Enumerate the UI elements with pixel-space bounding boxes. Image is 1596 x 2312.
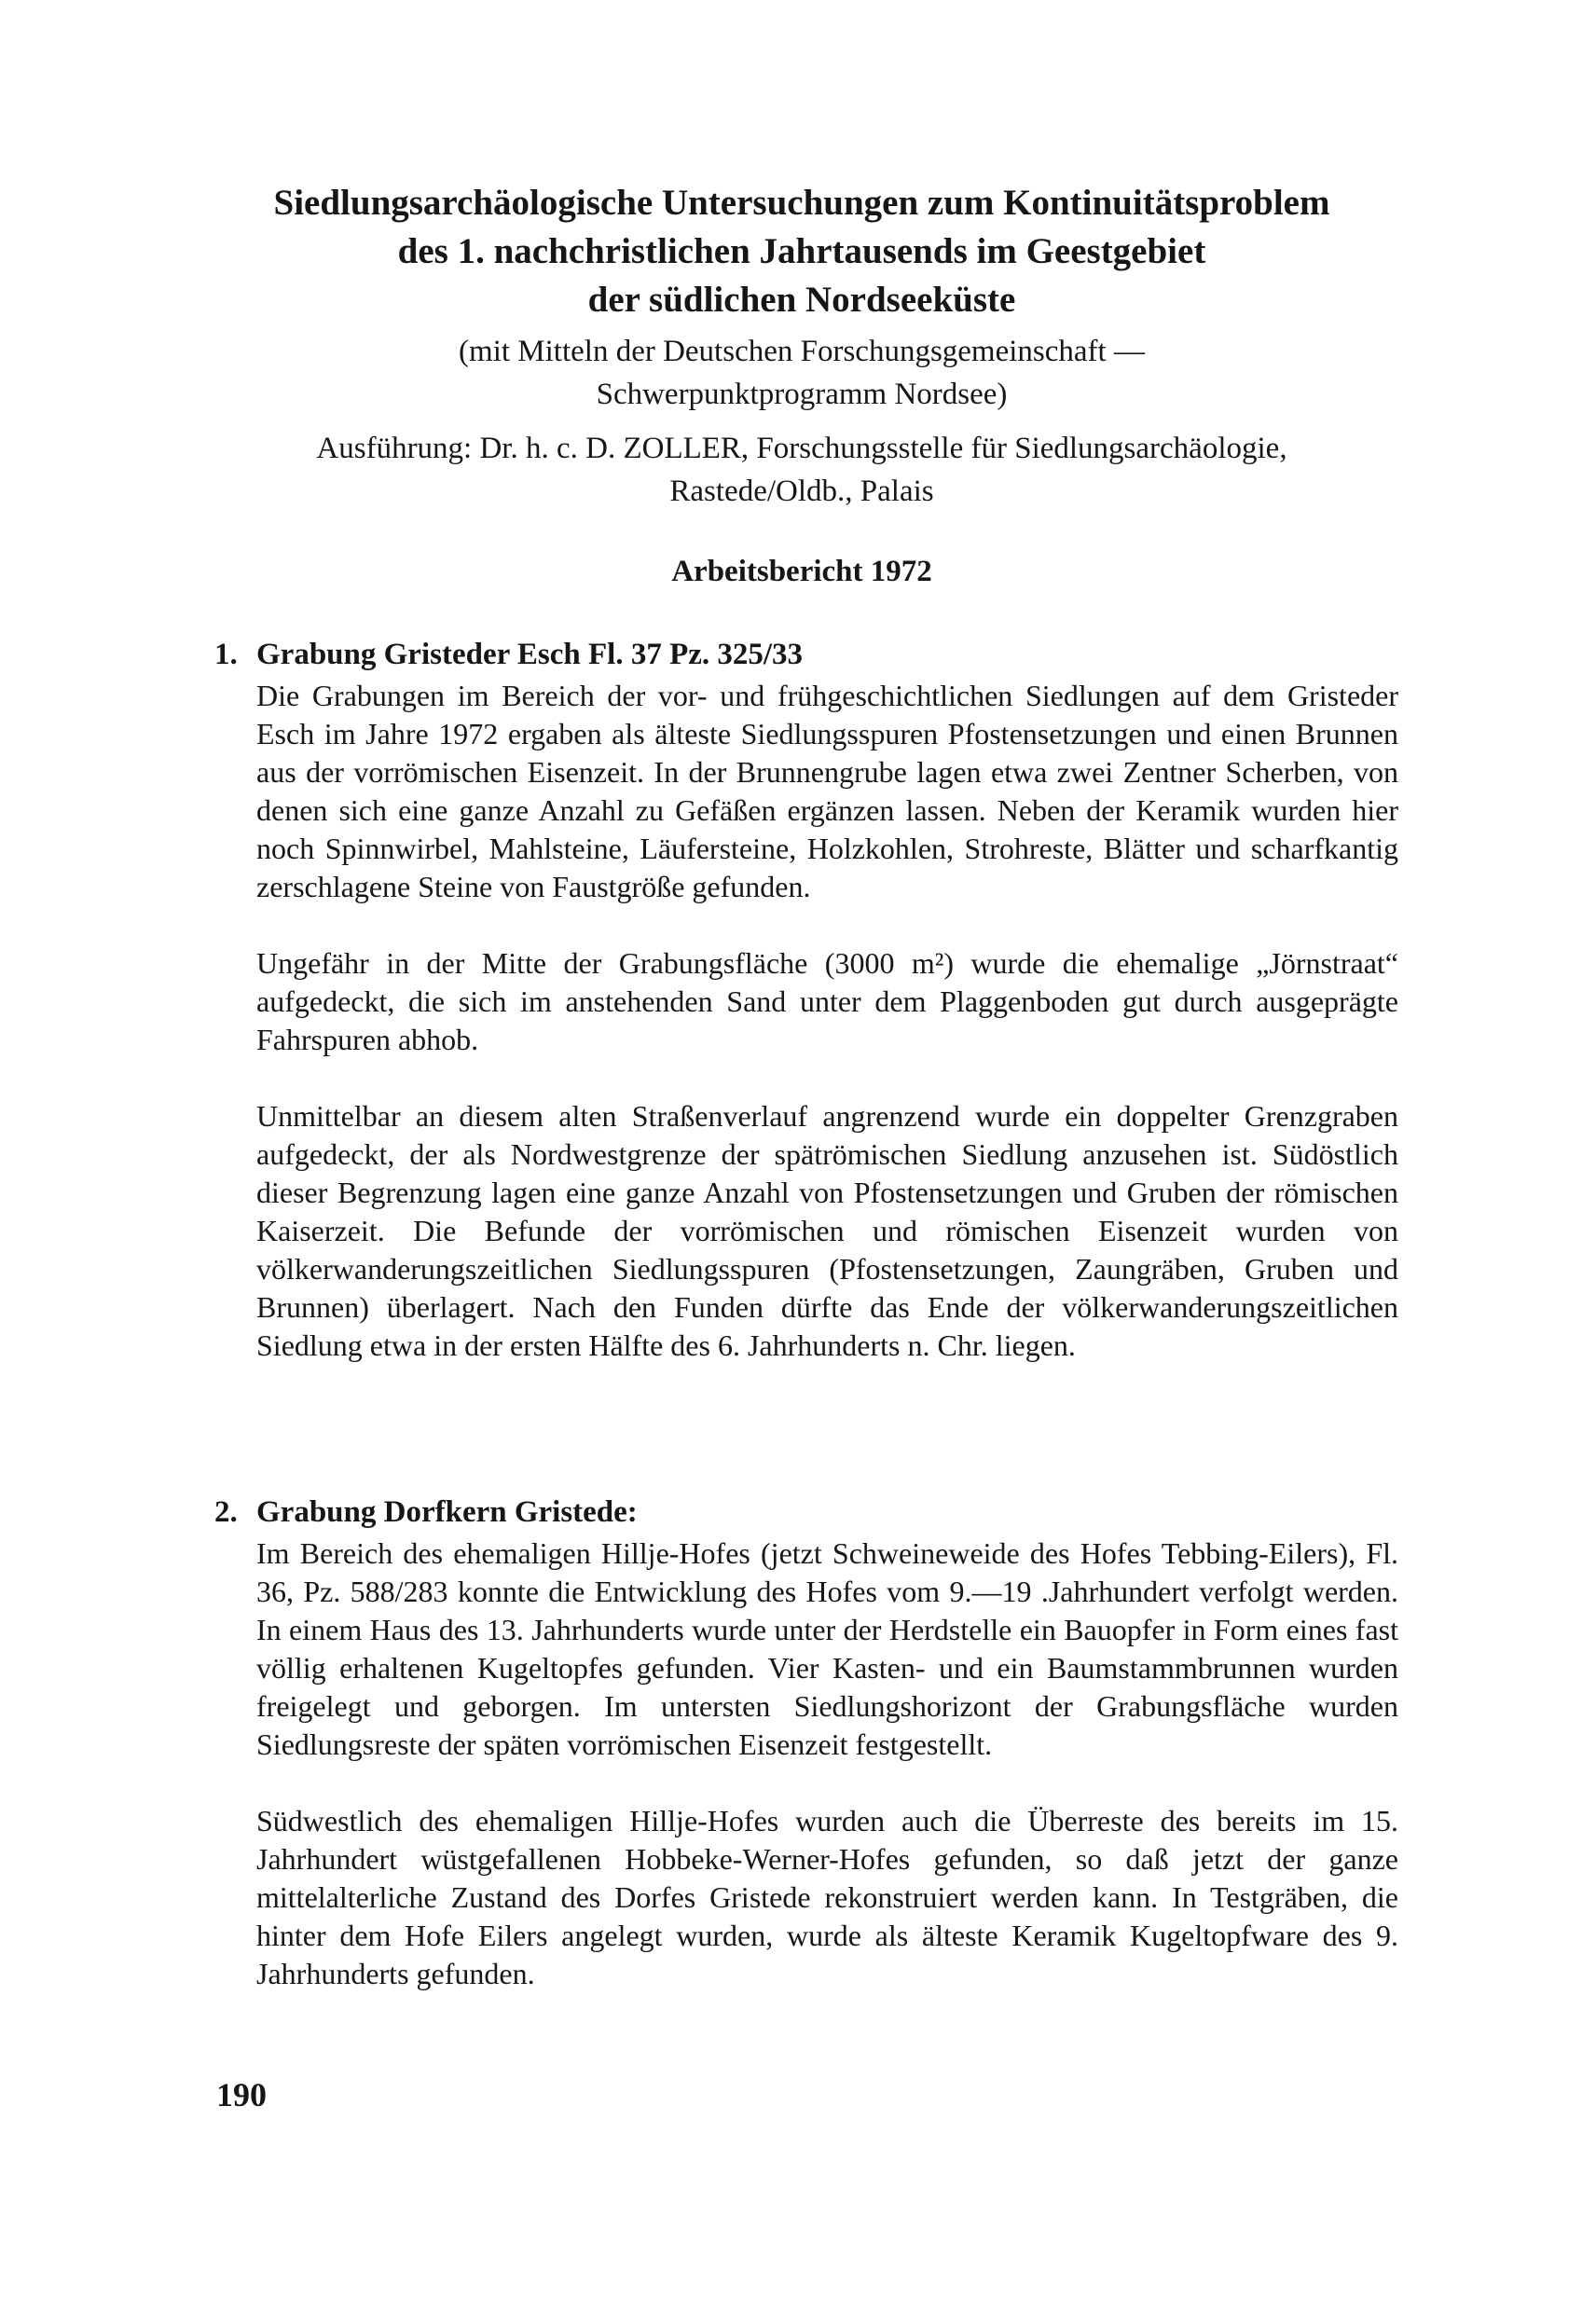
section-1: [214, 634, 1398, 1365]
paragraph: Die Grabungen im Bereich der vor- und frühgeschichtlichen Siedlungen auf dem Gristeder Esch im Jahre 1972 ergaben als älteste Siedlungsspuren Pfostensetzungen und einen Brunnen aus der vorrömischen Eisenzeit. In der Brunnengrube lagen etwa zwei Zentner Scherben, von denen sich eine ganze Anzahl zu Gefäßen ergänzen lassen. Neben der Keramik wurden hier noch Spinnwirbel, Mahlsteine, Läufersteine, Holzkohlen, Strohreste, Blätter und scharfkantig zerschlagene Steine von Faustgröße gefunden.: [256, 679, 1398, 903]
paragraph: Ungefähr in der Mitte der Grabungsfläche (3000 m²) wurde die ehemalige „Jörnstraat“ aufgedeckt, die sich im anstehenden Sand unter dem Plaggenboden gut durch ausgeprägte Fahrspuren abhob.: [256, 946, 1398, 1056]
title-line: des 1. nachchristlichen Jahrtausends im Geestgebiet: [397, 231, 1206, 271]
section-title: Grabung Gristeder Esch Fl. 37 Pz. 325/33: [256, 638, 804, 671]
paragraph: Im Bereich des ehemaligen Hillje-Hofes (jetzt Schweineweide des Hofes Tebbing-Eilers), Fl. 36, Pz. 588/283 konnte die Entwicklung des Hofes vom 9.—19 .Jahrhundert verfolgt werden. In einem Haus des 13. Jahrhunderts wurde unter der Herdstelle ein Bauopfer in Form eines fast völlig erhaltenen Kugeltopfes gefunden. Vier Kasten- und ein Baumstammbrunnen wurden freigelegt und geborgen. Im untersten Siedlungshorizont der Grabungsfläche wurden Siedlungsreste der späten vorrömischen Eisenzeit festgestellt.: [256, 1536, 1398, 1761]
funding-line: Schwerpunktprogramm Nordsee): [596, 378, 1008, 411]
section-number: 1.: [214, 638, 238, 671]
report-title: Arbeitsbericht 1972: [671, 555, 932, 588]
execution-note: [186, 427, 1417, 513]
section-title: Grabung Dorfkern Gristede:: [256, 1495, 638, 1529]
section-heading: [214, 1492, 1398, 1533]
funding-line: (mit Mitteln der Deutschen Forschungsgemeinschaft —: [459, 335, 1145, 368]
execution-line: Ausführung: Dr. h. c. D. ZOLLER, Forschungsstelle für Siedlungsarchäologie,: [316, 432, 1287, 465]
section-number: 2.: [214, 1495, 238, 1529]
page-number: 190: [216, 2076, 267, 2113]
title-line: Siedlungsarchäologische Untersuchungen zum Kontinuitätsproblem: [273, 183, 1330, 223]
document-header: [186, 179, 1417, 593]
paragraph: Unmittelbar an diesem alten Straßenverlauf angrenzend wurde ein doppelter Grenzgraben aufgedeckt, der als Nordwestgrenze der spätrömischen Siedlung anzusehen ist. Südöstlich dieser Begrenzung lagen eine ganze Anzahl von Pfostensetzungen und Gruben der römischen Kaiserzeit. Die Befunde der vorrömischen und römischen Eisenzeit wurden von völkerwanderungszeitlichen Siedlungsspuren (Pfostensetzungen, Zaungräben, Gruben und Brunnen) überlagert. Nach den Funden dürfte das Ende der völkerwanderungszeitlichen Siedlung etwa in der ersten Hälfte des 6. Jahrhunderts n. Chr. liegen.: [256, 1099, 1398, 1362]
section-2: [214, 1492, 1398, 1993]
execution-line: Rastede/Oldb., Palais: [669, 475, 934, 508]
paragraph: Südwestlich des ehemaligen Hillje-Hofes wurden auch die Überreste des bereits im 15. Jahrhundert wüstgefallenen Hobbeke-Werner-Hofes gefunden, so daß jetzt der ganze mittelalterliche Zustand des Dorfes Gristede rekonstruiert werden kann. In Testgräben, die hinter dem Hofe Eilers angelegt wurden, wurde als älteste Keramik Kugeltopfware des 9. Jahrhunderts gefunden.: [256, 1804, 1398, 1990]
main-title: [186, 179, 1417, 324]
funding-note: [186, 330, 1417, 416]
section-heading: [214, 634, 1398, 675]
title-line: der südlichen Nordseeküste: [587, 280, 1016, 320]
